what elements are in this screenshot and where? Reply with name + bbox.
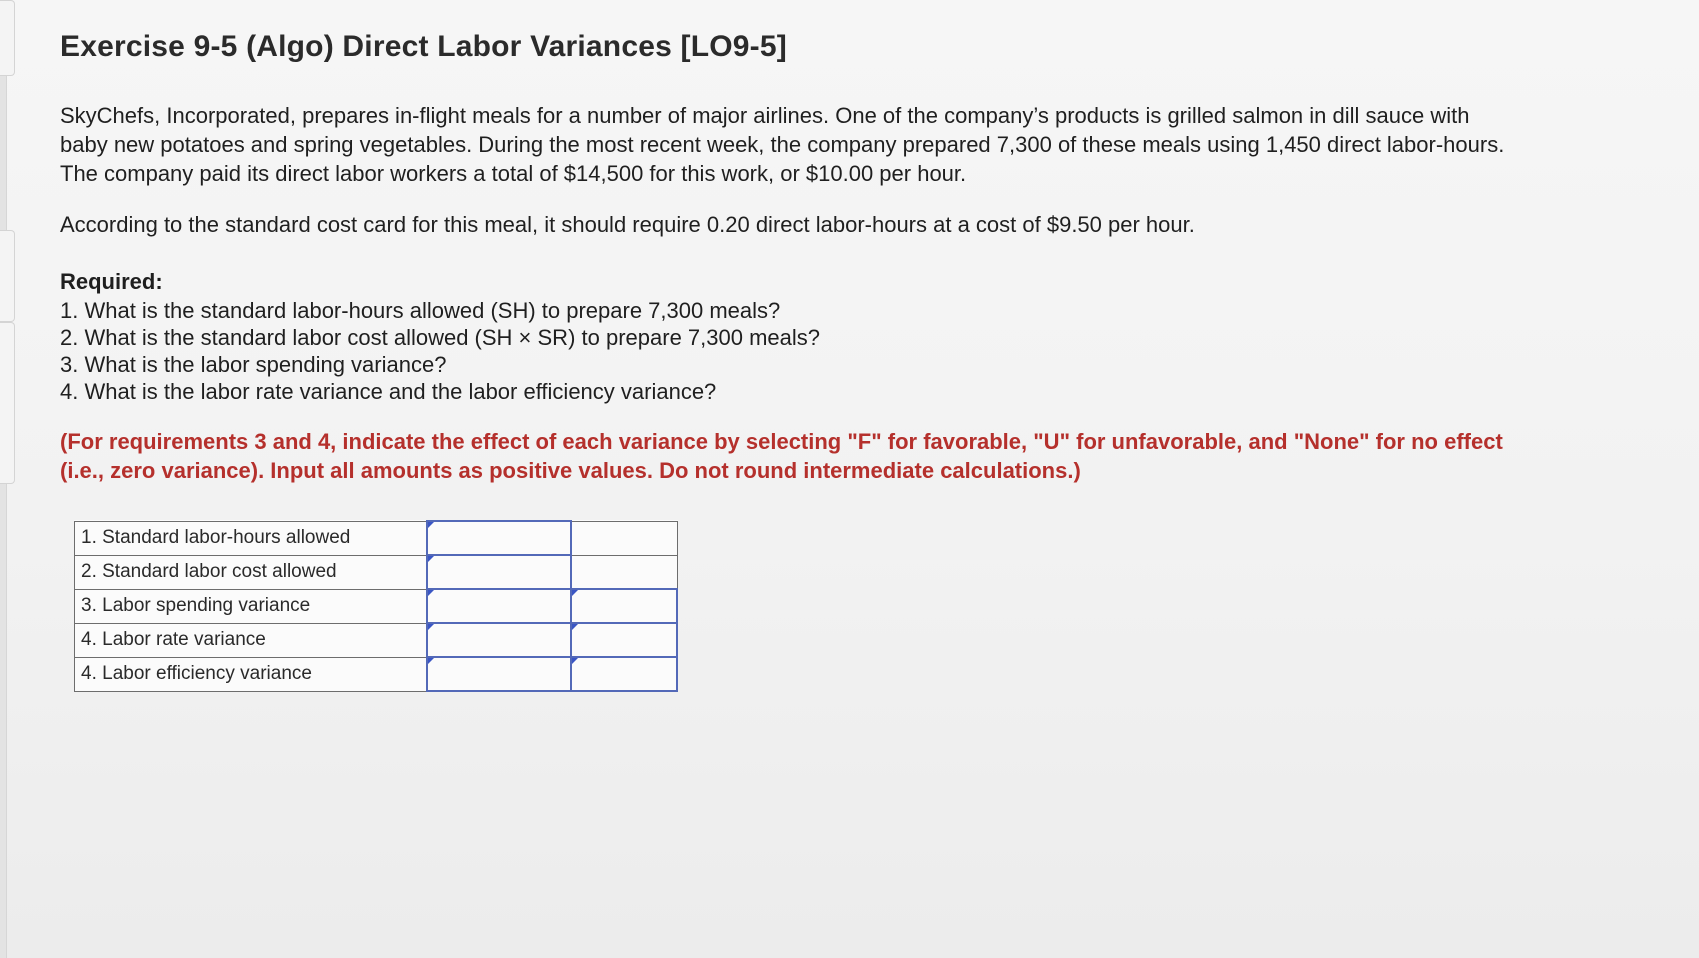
answer-table xyxy=(74,520,678,692)
row-label: 4. Labor rate variance xyxy=(75,623,428,657)
required-item: 1. What is the standard labor-hours allowed (SH) to prepare 7,300 meals? xyxy=(60,298,781,323)
side-tab xyxy=(0,0,15,76)
efficiency-variance-effect-select[interactable] xyxy=(571,657,677,691)
row-label: 4. Labor efficiency variance xyxy=(75,657,428,691)
input-marker-icon xyxy=(428,556,434,562)
row-label: 2. Standard labor cost allowed xyxy=(75,555,428,589)
blank-cell xyxy=(571,521,677,555)
exercise-title: Exercise 9-5 (Algo) Direct Labor Variances [LO9-5] xyxy=(60,30,787,63)
row-label: 3. Labor spending variance xyxy=(75,589,428,623)
side-tab xyxy=(0,322,15,484)
required-heading: Required: xyxy=(60,269,163,294)
side-tab xyxy=(0,230,15,322)
table-row xyxy=(75,657,678,691)
standard-cost-input[interactable] xyxy=(428,556,570,588)
input-marker-icon xyxy=(428,658,434,664)
rate-variance-effect-select[interactable] xyxy=(571,623,677,657)
effect-dropdown[interactable] xyxy=(572,658,676,690)
table-row xyxy=(75,589,678,623)
exercise-content xyxy=(60,30,1510,692)
spending-variance-input[interactable] xyxy=(428,590,570,622)
blank-cell xyxy=(571,555,677,589)
table-row xyxy=(75,623,678,657)
required-item: 4. What is the labor rate variance and the labor efficiency variance? xyxy=(60,379,717,404)
table-row xyxy=(75,555,678,589)
instructions-note: (For requirements 3 and 4, indicate the effect of each variance by selecting "F" for favorable, "U" for unfavorable, and "None" for no effect (i.e., zero variance). Input all amounts as positive values. Do not round intermediate calculations.) xyxy=(60,429,1503,483)
table-row xyxy=(75,521,678,555)
rate-variance-input-cell[interactable] xyxy=(427,623,571,657)
dropdown-marker-icon xyxy=(572,658,578,664)
row-label: 1. Standard labor-hours allowed xyxy=(75,521,428,555)
problem-paragraph-1: SkyChefs, Incorporated, prepares in-flight meals for a number of major airlines. One of the company’s products is grilled salmon in dill sauce with baby new potatoes and spring vegetables. During the most recent week, the company prepared 7,300 of these meals using 1,450 direct labor-hours. The company paid its direct labor workers a total of $14,500 for this work, or $10.00 per hour. xyxy=(60,103,1505,186)
standard-hours-input-cell[interactable] xyxy=(427,521,571,555)
spending-variance-effect-select[interactable] xyxy=(571,589,677,623)
dropdown-marker-icon xyxy=(572,624,578,630)
effect-dropdown[interactable] xyxy=(572,590,676,622)
standard-cost-input-cell[interactable] xyxy=(427,555,571,589)
spending-variance-input-cell[interactable] xyxy=(427,589,571,623)
problem-paragraph-2: According to the standard cost card for this meal, it should require 0.20 direct labor-hours at a cost of $9.50 per hour. xyxy=(60,212,1195,237)
input-marker-icon xyxy=(428,624,434,630)
effect-dropdown[interactable] xyxy=(572,624,676,656)
required-item: 3. What is the labor spending variance? xyxy=(60,352,447,377)
input-marker-icon xyxy=(428,522,434,528)
rate-variance-input[interactable] xyxy=(428,624,570,656)
standard-hours-input[interactable] xyxy=(428,522,570,554)
required-list xyxy=(60,297,1510,405)
input-marker-icon xyxy=(428,590,434,596)
efficiency-variance-input-cell[interactable] xyxy=(427,657,571,691)
required-item: 2. What is the standard labor cost allowed (SH × SR) to prepare 7,300 meals? xyxy=(60,325,820,350)
dropdown-marker-icon xyxy=(572,590,578,596)
efficiency-variance-input[interactable] xyxy=(428,658,570,690)
